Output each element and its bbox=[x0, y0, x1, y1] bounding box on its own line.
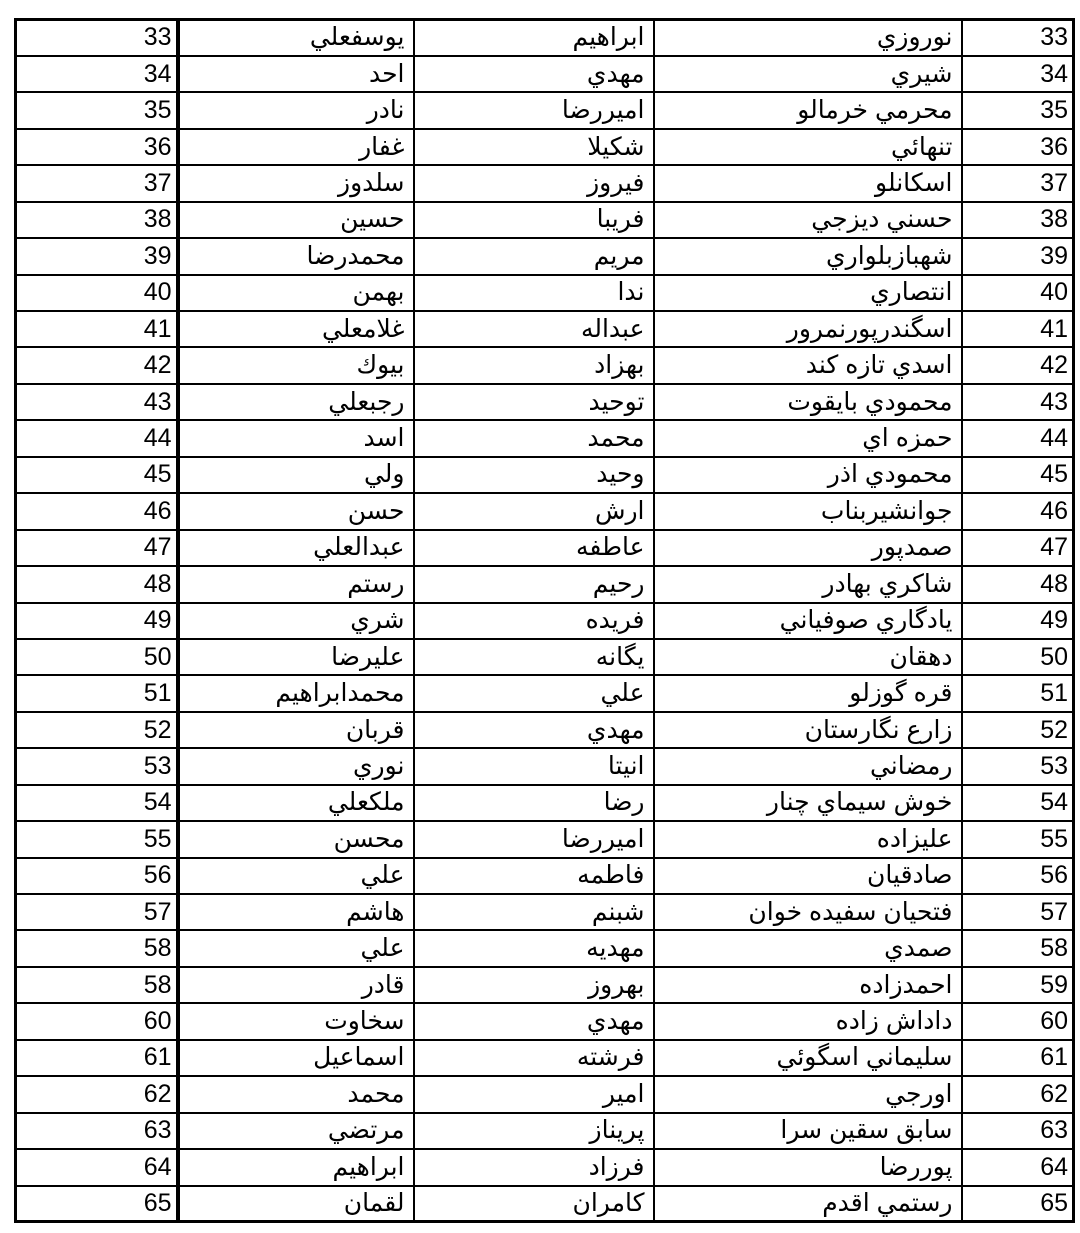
father-name-cell: مهدي bbox=[414, 712, 654, 748]
row-number-left: 44 bbox=[16, 420, 178, 456]
table-row bbox=[16, 1040, 1074, 1076]
first-name-cell: اسد bbox=[178, 420, 414, 456]
last-name-cell: حسني ديزجي bbox=[654, 202, 962, 238]
first-name-cell: ولي bbox=[178, 457, 414, 493]
last-name-cell: صمدپور bbox=[654, 530, 962, 566]
row-number-left: 46 bbox=[16, 493, 178, 529]
father-name-cell: محمد bbox=[414, 420, 654, 456]
father-name-cell: مهدي bbox=[414, 1003, 654, 1039]
row-number-right: 57 bbox=[962, 894, 1074, 930]
last-name-cell: سليماني اسگوئي bbox=[654, 1040, 962, 1076]
last-name-cell: رستمي اقدم bbox=[654, 1186, 962, 1222]
father-name-cell: ارش bbox=[414, 493, 654, 529]
first-name-cell: نادر bbox=[178, 92, 414, 128]
last-name-cell: يادگاري صوفياني bbox=[654, 603, 962, 639]
row-number-right: 60 bbox=[962, 1003, 1074, 1039]
row-number-right: 44 bbox=[962, 420, 1074, 456]
table-row bbox=[16, 821, 1074, 857]
row-number-left: 65 bbox=[16, 1186, 178, 1222]
first-name-cell: نوري bbox=[178, 748, 414, 784]
table-row bbox=[16, 92, 1074, 128]
first-name-cell: بهمن bbox=[178, 275, 414, 311]
row-number-right: 39 bbox=[962, 238, 1074, 274]
last-name-cell: صمدي bbox=[654, 930, 962, 966]
table-row bbox=[16, 530, 1074, 566]
last-name-cell: صادقيان bbox=[654, 858, 962, 894]
last-name-cell: رمضاني bbox=[654, 748, 962, 784]
row-number-left: 58 bbox=[16, 930, 178, 966]
row-number-left: 40 bbox=[16, 275, 178, 311]
first-name-cell: بيوك bbox=[178, 347, 414, 383]
father-name-cell: توحيد bbox=[414, 384, 654, 420]
table-body bbox=[16, 20, 1074, 1222]
row-number-right: 47 bbox=[962, 530, 1074, 566]
last-name-cell: قره گوزلو bbox=[654, 675, 962, 711]
first-name-cell: سخاوت bbox=[178, 1003, 414, 1039]
table-row bbox=[16, 712, 1074, 748]
row-number-left: 58 bbox=[16, 967, 178, 1003]
row-number-right: 41 bbox=[962, 311, 1074, 347]
row-number-right: 55 bbox=[962, 821, 1074, 857]
row-number-left: 35 bbox=[16, 92, 178, 128]
last-name-cell: فتحيان سفيده خوان bbox=[654, 894, 962, 930]
table-row bbox=[16, 420, 1074, 456]
first-name-cell: احد bbox=[178, 56, 414, 92]
last-name-cell: سابق سقين سرا bbox=[654, 1113, 962, 1149]
row-number-left: 52 bbox=[16, 712, 178, 748]
father-name-cell: انيتا bbox=[414, 748, 654, 784]
row-number-right: 65 bbox=[1040, 1188, 1068, 1217]
last-name-cell: زارع نگارستان bbox=[654, 712, 962, 748]
table-row bbox=[16, 129, 1074, 165]
row-number-left: 64 bbox=[16, 1149, 178, 1185]
row-number-right: 58 bbox=[962, 930, 1074, 966]
table-row bbox=[16, 639, 1074, 675]
father-name-cell: فريده bbox=[414, 603, 654, 639]
row-number-right: 43 bbox=[962, 384, 1074, 420]
first-name-cell: محمدرضا bbox=[178, 238, 414, 274]
table-row bbox=[16, 165, 1074, 201]
table-row bbox=[16, 347, 1074, 383]
father-name-cell: فريبا bbox=[414, 202, 654, 238]
row-number-right: 62 bbox=[962, 1076, 1074, 1112]
last-name-cell: اورجي bbox=[654, 1076, 962, 1112]
last-name-cell: شاكري بهادر bbox=[654, 566, 962, 602]
table-row bbox=[16, 1003, 1074, 1039]
last-name-cell: خوش سيماي چنار bbox=[654, 785, 962, 821]
row-number-right: 51 bbox=[962, 675, 1074, 711]
row-number-left: 36 bbox=[16, 129, 178, 165]
father-name-cell: مريم bbox=[414, 238, 654, 274]
row-number-right: 59 bbox=[962, 967, 1074, 1003]
row-number-left: 50 bbox=[16, 639, 178, 675]
first-name-cell: علي bbox=[178, 930, 414, 966]
first-name-cell: يوسفعلي bbox=[178, 20, 414, 56]
first-name-cell: رستم bbox=[178, 566, 414, 602]
row-number-right: 40 bbox=[962, 275, 1074, 311]
first-name-cell: لقمان bbox=[178, 1186, 414, 1222]
row-number-right: 56 bbox=[962, 858, 1074, 894]
last-name-cell: نوروزي bbox=[654, 20, 962, 56]
row-number-left: 41 bbox=[16, 311, 178, 347]
first-name-cell: محسن bbox=[178, 821, 414, 857]
table-row bbox=[16, 56, 1074, 92]
row-number-right: 42 bbox=[962, 347, 1074, 383]
last-name-cell: جوانشيربناب bbox=[654, 493, 962, 529]
row-number-right: 35 bbox=[962, 92, 1074, 128]
father-name-cell: اميررضا bbox=[414, 821, 654, 857]
row-number-right: 64 bbox=[962, 1149, 1074, 1185]
last-name-cell: محرمي خرمالو bbox=[654, 92, 962, 128]
row-number-left: 51 bbox=[16, 675, 178, 711]
row-number-left: 37 bbox=[16, 165, 178, 201]
father-name-cell: عاطفه bbox=[414, 530, 654, 566]
last-name-cell: محمودي اذر bbox=[654, 457, 962, 493]
last-name-cell: اسكانلو bbox=[654, 165, 962, 201]
father-name-cell: فرشته bbox=[414, 1040, 654, 1076]
table-row bbox=[16, 1113, 1074, 1149]
father-name-cell: رضا bbox=[414, 785, 654, 821]
last-name-cell: تنهائي bbox=[654, 129, 962, 165]
last-name-cell: دهقان bbox=[654, 639, 962, 675]
father-name-cell: اميررضا bbox=[414, 92, 654, 128]
first-name-cell: حسين bbox=[178, 202, 414, 238]
table-row bbox=[16, 566, 1074, 602]
father-name-cell: ندا bbox=[414, 275, 654, 311]
row-number-left: 55 bbox=[16, 821, 178, 857]
first-name-cell: علي bbox=[178, 858, 414, 894]
first-name-cell: شري bbox=[178, 603, 414, 639]
row-number-left: 43 bbox=[16, 384, 178, 420]
row-number-right: 49 bbox=[962, 603, 1074, 639]
row-number-right: 38 bbox=[962, 202, 1074, 238]
row-number-right: 36 bbox=[962, 129, 1074, 165]
table-row bbox=[16, 311, 1074, 347]
row-number-right: 48 bbox=[962, 566, 1074, 602]
last-name-cell: انتصاري bbox=[654, 275, 962, 311]
table-row bbox=[16, 675, 1074, 711]
row-number-left: 38 bbox=[16, 202, 178, 238]
first-name-cell: رجبعلي bbox=[178, 384, 414, 420]
row-number-left: 54 bbox=[16, 785, 178, 821]
row-number-left: 57 bbox=[16, 894, 178, 930]
row-number-right: 37 bbox=[962, 165, 1074, 201]
table-row bbox=[16, 202, 1074, 238]
last-name-cell: شيري bbox=[654, 56, 962, 92]
first-name-cell: حسن bbox=[178, 493, 414, 529]
table-row bbox=[16, 275, 1074, 311]
row-number-left: 49 bbox=[16, 603, 178, 639]
father-name-cell: امير bbox=[414, 1076, 654, 1112]
first-name-cell: غلامعلي bbox=[178, 311, 414, 347]
row-number-right: 45 bbox=[962, 457, 1074, 493]
father-name-cell: فاطمه bbox=[414, 858, 654, 894]
first-name-cell: ابراهيم bbox=[178, 1149, 414, 1185]
father-name-cell: يگانه bbox=[414, 639, 654, 675]
first-name-cell: قربان bbox=[178, 712, 414, 748]
father-name-cell: كامران bbox=[414, 1186, 654, 1222]
row-number-right: 61 bbox=[962, 1040, 1074, 1076]
first-name-cell: عبدالعلي bbox=[178, 530, 414, 566]
row-number-left: 34 bbox=[16, 56, 178, 92]
table-row bbox=[16, 384, 1074, 420]
row-number-left: 56 bbox=[16, 858, 178, 894]
row-number-right: 46 bbox=[962, 493, 1074, 529]
father-name-cell: شكيلا bbox=[414, 129, 654, 165]
last-name-cell: شهبازبلواري bbox=[654, 238, 962, 274]
table-row bbox=[16, 1186, 1074, 1222]
last-name-cell: پوررضا bbox=[654, 1149, 962, 1185]
table-row bbox=[16, 493, 1074, 529]
first-name-cell: ملكعلي bbox=[178, 785, 414, 821]
row-number-right: 50 bbox=[962, 639, 1074, 675]
last-name-cell: اسدي تازه كند bbox=[654, 347, 962, 383]
father-name-cell: علي bbox=[414, 675, 654, 711]
first-name-cell: عليرضا bbox=[178, 639, 414, 675]
table-row bbox=[16, 457, 1074, 493]
father-name-cell: بهزاد bbox=[414, 347, 654, 383]
table-row bbox=[16, 20, 1074, 56]
table-row bbox=[16, 238, 1074, 274]
row-number-right: 63 bbox=[962, 1113, 1074, 1149]
row-number-right: 33 bbox=[962, 20, 1074, 56]
table-row bbox=[16, 1076, 1074, 1112]
first-name-cell: غفار bbox=[178, 129, 414, 165]
table-row bbox=[16, 967, 1074, 1003]
row-number-left: 62 bbox=[16, 1076, 178, 1112]
row-number-left: 63 bbox=[16, 1113, 178, 1149]
father-name-cell: فيروز bbox=[414, 165, 654, 201]
row-number-left: 47 bbox=[16, 530, 178, 566]
table-row bbox=[16, 894, 1074, 930]
table-row bbox=[16, 748, 1074, 784]
row-number-left: 45 bbox=[16, 457, 178, 493]
last-name-cell: حمزه اي bbox=[654, 420, 962, 456]
first-name-cell: سلدوز bbox=[178, 165, 414, 201]
table-row bbox=[16, 603, 1074, 639]
row-number-left: 53 bbox=[16, 748, 178, 784]
first-name-cell: اسماعيل bbox=[178, 1040, 414, 1076]
row-number-left: 48 bbox=[16, 566, 178, 602]
father-name-cell: پريناز bbox=[414, 1113, 654, 1149]
table-row bbox=[16, 930, 1074, 966]
last-name-cell: اسگندرپورنمرور bbox=[654, 311, 962, 347]
father-name-cell: شبنم bbox=[414, 894, 654, 930]
father-name-cell: ابراهيم bbox=[414, 20, 654, 56]
row-number-right: 34 bbox=[962, 56, 1074, 92]
father-name-cell: مهديه bbox=[414, 930, 654, 966]
table-row bbox=[16, 1149, 1074, 1185]
father-name-cell: بهروز bbox=[414, 967, 654, 1003]
row-number-left: 39 bbox=[16, 238, 178, 274]
father-name-cell: مهدي bbox=[414, 56, 654, 92]
last-name-cell: محمودي بايقوت bbox=[654, 384, 962, 420]
father-name-cell: عبداله bbox=[414, 311, 654, 347]
row-number-left: 33 bbox=[16, 20, 178, 56]
row-number-right: 54 bbox=[962, 785, 1074, 821]
first-name-cell: محمدابراهيم bbox=[178, 675, 414, 711]
last-name-cell: داداش زاده bbox=[654, 1003, 962, 1039]
last-name-cell: احمدزاده bbox=[654, 967, 962, 1003]
father-name-cell: وحيد bbox=[414, 457, 654, 493]
first-name-cell: قادر bbox=[178, 967, 414, 1003]
first-name-cell: هاشم bbox=[178, 894, 414, 930]
row-number-left: 42 bbox=[16, 347, 178, 383]
student-table bbox=[14, 18, 1075, 1223]
last-name-cell: عليزاده bbox=[654, 821, 962, 857]
row-number-left: 60 bbox=[16, 1003, 178, 1039]
table-row bbox=[16, 858, 1074, 894]
first-name-cell: محمد bbox=[178, 1076, 414, 1112]
row-number-right: 52 bbox=[962, 712, 1074, 748]
row-number-left: 61 bbox=[16, 1040, 178, 1076]
table-row bbox=[16, 785, 1074, 821]
first-name-cell: مرتضي bbox=[178, 1113, 414, 1149]
row-number-right: 53 bbox=[962, 748, 1074, 784]
father-name-cell: فرزاد bbox=[414, 1149, 654, 1185]
father-name-cell: رحيم bbox=[414, 566, 654, 602]
